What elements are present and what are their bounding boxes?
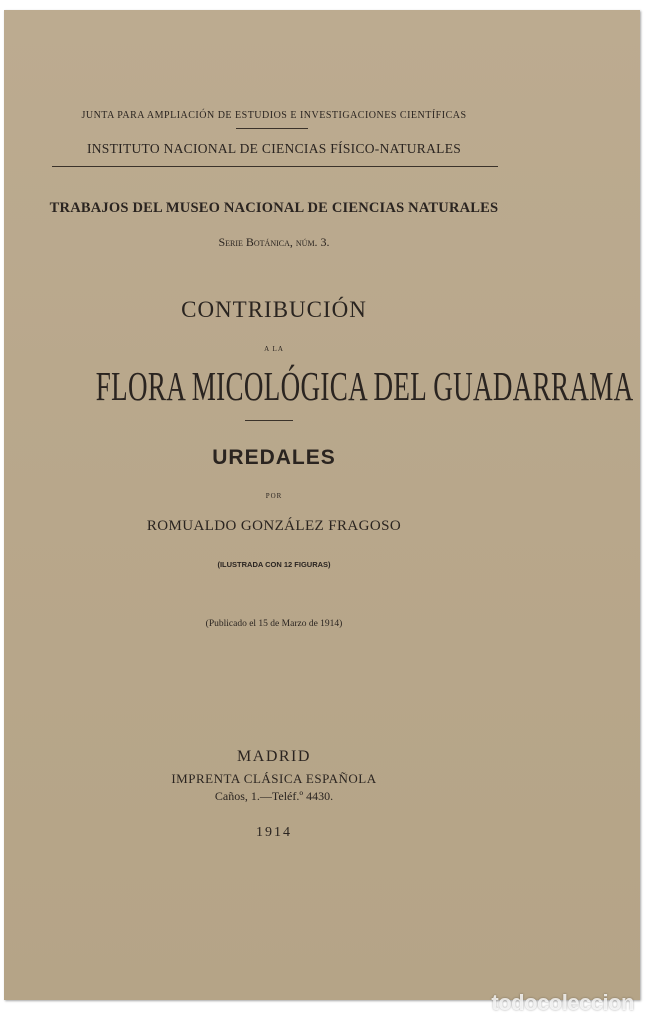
divider: [236, 128, 308, 129]
by-label: POR: [265, 492, 283, 500]
title-prefix: CONTRIBUCIÓN: [181, 297, 367, 322]
year: 1914: [256, 825, 292, 840]
title-connector: A LA: [264, 345, 284, 353]
city: MADRID: [237, 748, 311, 765]
illustrations-note: (ILUSTRADA CON 12 FIGURAS): [217, 560, 331, 569]
series-title: TRABAJOS DEL MUSEO NACIONAL DE CIENCIAS NATURALES: [49, 200, 499, 216]
watermark: todocoleccion: [491, 990, 634, 1015]
document-cover: [4, 10, 640, 1000]
divider: [52, 166, 498, 167]
printer-address: Caños, 1.—Teléf.º 4430.: [214, 789, 334, 803]
divider: [245, 420, 293, 421]
subtitle: UREDALES: [212, 446, 336, 469]
institute-name: INSTITUTO NACIONAL DE CIENCIAS FÍSICO-NATURALES: [86, 141, 462, 156]
printer: IMPRENTA CLÁSICA ESPAÑOLA: [171, 771, 377, 786]
author: ROMUALDO GONZÁLEZ FRAGOSO: [146, 518, 402, 534]
publication-date: (Publicado el 15 de Marzo de 1914): [205, 619, 343, 629]
institution-line: JUNTA PARA AMPLIACIÓN DE ESTUDIOS E INVESTIGACIONES CIENTÍFICAS: [81, 110, 467, 121]
series-number: Serie Botánica, núm. 3.: [218, 235, 330, 249]
main-title: FLORA MICOLÓGICA DEL GUADARRAMA: [95, 363, 634, 409]
